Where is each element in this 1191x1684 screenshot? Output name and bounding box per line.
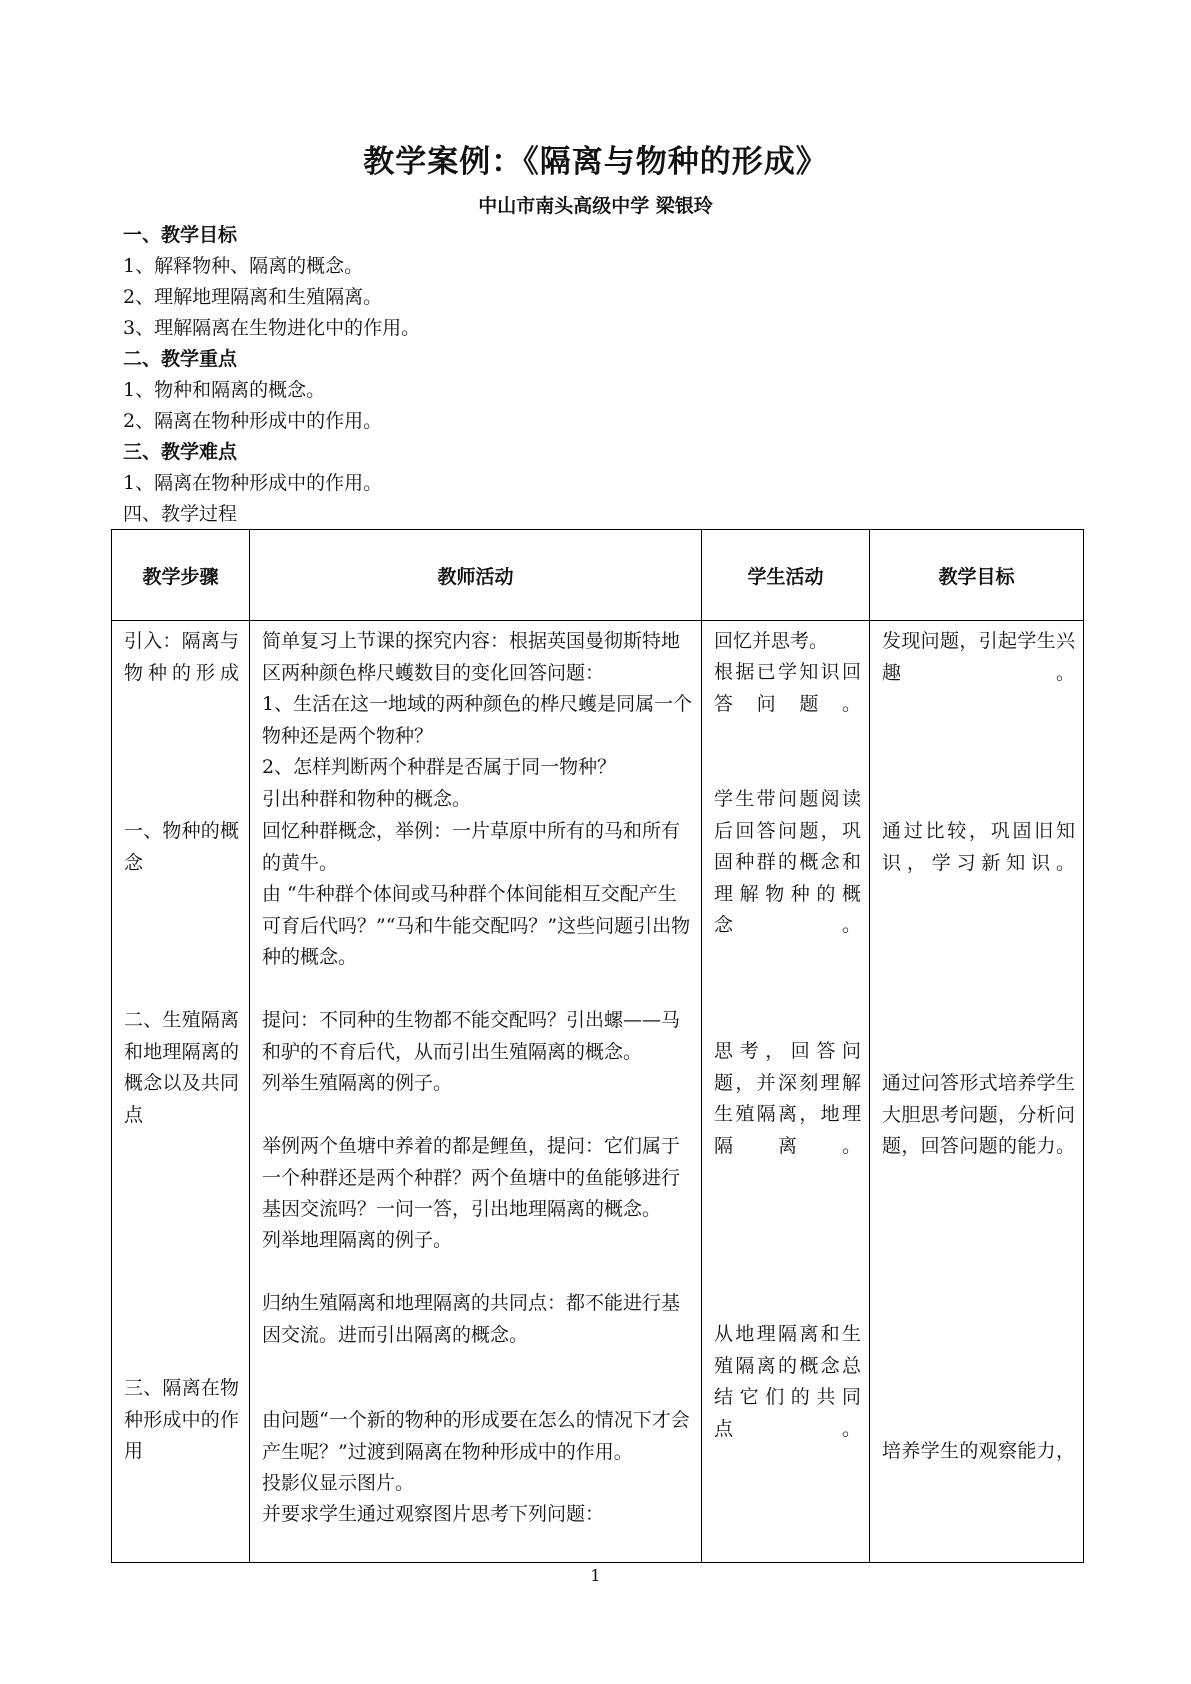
section-heading-keypoints: 二、教学重点 <box>123 348 238 370</box>
section-heading-difficulties: 三、教学难点 <box>123 441 238 463</box>
step-text: 三、隔离在物种形成中的作用 <box>124 1377 239 1462</box>
step-text: 一、物种的概念 <box>124 820 239 874</box>
goal-text: 发现问题，引起学生兴趣。 <box>882 630 1075 684</box>
outline-item: 2、理解地理隔离和生殖隔离。 <box>123 286 383 308</box>
teacher-text: 简单复习上节课的探究内容：根据英国曼彻斯特地区两种颜色桦尺蠖数目的变化回答问题： <box>262 630 681 684</box>
outline-item: 1、物种和隔离的概念。 <box>123 379 326 401</box>
student-text: 回忆并思考。 <box>714 630 829 652</box>
teacher-text: 提问：不同种的生物都不能交配吗？引出螺——马和驴的不育后代，从而引出生殖隔离的概念。 <box>262 1009 681 1063</box>
page-number: 1 <box>590 1566 601 1585</box>
outline <box>123 220 1083 530</box>
teacher-text: 2、怎样判断两个种群是否属于同一物种？ <box>262 756 617 778</box>
table-header-row <box>112 530 1084 621</box>
outline-item: 2、隔离在物种形成中的作用。 <box>123 410 383 432</box>
goal-text: 通过比较，巩固旧知识，学习新知识。 <box>882 820 1075 874</box>
student-text: 根据已学知识回答问题。 <box>714 661 861 715</box>
teacher-text: 引出种群和物种的概念。 <box>262 788 472 810</box>
student-activity-cell <box>702 621 870 1563</box>
teacher-text: 并要求学生通过观察图片思考下列问题： <box>262 1503 605 1525</box>
teacher-text: 由问题“一个新的物种的形成要在怎么的情况下才会产生呢？”过渡到隔离在物种形成中的作用。 <box>262 1409 690 1463</box>
student-text: 学生带问题阅读后回答问题，巩固种群的概念和理解物种的概念。 <box>714 788 861 936</box>
teacher-text: 举例两个鱼塘中养着的都是鲤鱼，提问：它们属于一个种群还是两个种群？两个鱼塘中的鱼能够进行基因交流吗？一问一答，引出地理隔离的概念。 <box>262 1135 681 1220</box>
table-row <box>112 621 1084 1563</box>
teacher-text: 投影仪显示图片。 <box>262 1472 415 1494</box>
header-steps: 教学步骤 <box>112 530 250 621</box>
document-subtitle: 中山市南头高级中学 梁银玲 <box>478 195 713 217</box>
goal-text: 培养学生的观察能力， <box>882 1440 1075 1462</box>
step-text: 引入：隔离与物种的形成 <box>124 630 239 684</box>
teacher-text: 由 “牛种群个体间或马种群个体间能相互交配产生可育后代吗？”“马和牛能交配吗？”这些问题引出物种的概念。 <box>262 883 691 968</box>
teacher-text: 1、生活在这一地域的两种颜色的桦尺蠖是同属一个物种还是两个物种？ <box>262 693 693 747</box>
teaching-process-table <box>111 529 1084 1563</box>
teacher-text: 归纳生殖隔离和地理隔离的共同点：都不能进行基因交流。进而引出隔离的概念。 <box>262 1292 681 1346</box>
header-teacher-activity: 教师活动 <box>250 530 702 621</box>
document-title: 教学案例：《隔离与物种的形成》 <box>363 144 828 180</box>
section-heading-goals: 一、教学目标 <box>123 224 238 246</box>
step-text: 二、生殖隔离和地理隔离的概念以及共同点 <box>124 1009 239 1126</box>
teacher-text: 回忆种群概念，举例：一片草原中所有的马和所有的黄牛。 <box>262 820 681 874</box>
outline-item: 3、理解隔离在生物进化中的作用。 <box>123 317 421 339</box>
teaching-goal-cell <box>870 621 1084 1563</box>
section-heading-process: 四、教学过程 <box>123 503 238 525</box>
student-text: 思考，回答问题，并深刻理解生殖隔离，地理隔离。 <box>714 1040 861 1157</box>
header-teaching-goal: 教学目标 <box>870 530 1084 621</box>
goal-text: 通过问答形式培养学生大胆思考问题，分析问题，回答问题的能力。 <box>882 1072 1075 1157</box>
teacher-text: 列举地理隔离的例子。 <box>262 1229 453 1251</box>
teacher-activity-cell <box>250 621 702 1563</box>
outline-item: 1、解释物种、隔离的概念。 <box>123 255 364 277</box>
steps-cell <box>112 621 250 1563</box>
student-text: 从地理隔离和生殖隔离的概念总结它们的共同点。 <box>714 1323 861 1440</box>
header-student-activity: 学生活动 <box>702 530 870 621</box>
teacher-text: 列举生殖隔离的例子。 <box>262 1072 453 1094</box>
outline-item: 1、隔离在物种形成中的作用。 <box>123 472 383 494</box>
